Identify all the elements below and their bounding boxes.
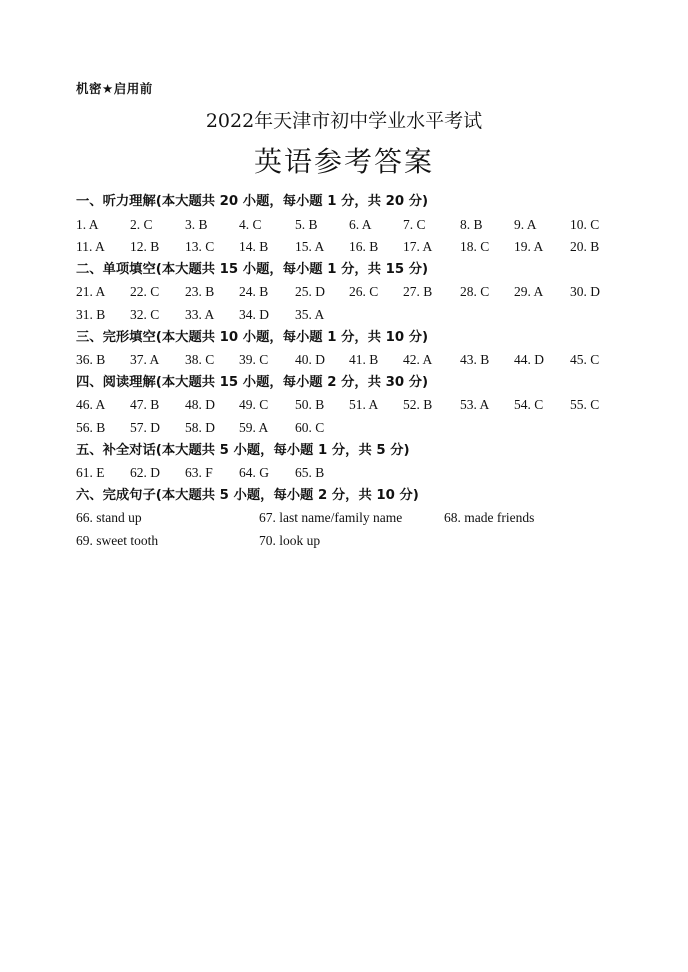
- answer-phrase: sweet tooth: [96, 532, 159, 548]
- answer-item: [295, 349, 325, 372]
- answer-letter: D: [534, 352, 544, 368]
- question-number: 18 .: [460, 239, 480, 254]
- answer-item: [130, 417, 160, 440]
- answer-item: [295, 304, 324, 327]
- question-number: 5 .: [295, 217, 309, 232]
- answer-letter: A: [258, 419, 269, 435]
- answer-phrase: look up: [279, 532, 321, 548]
- question-number: 35 .: [295, 307, 315, 322]
- question-number: 21 .: [76, 284, 96, 299]
- question-number: 52 .: [403, 397, 423, 412]
- answer-letter: B: [198, 216, 208, 232]
- answer-item: [403, 214, 426, 237]
- answer-item: [514, 281, 543, 304]
- question-number: 30 .: [570, 284, 590, 299]
- answer-item: [403, 349, 432, 372]
- section-heading: 一、听力理解(本大题共 20 小题，每小题 1 分，共 20 分): [76, 194, 429, 209]
- answer-letter: C: [252, 216, 262, 232]
- question-number: 26 .: [349, 284, 369, 299]
- answer-row: [76, 462, 616, 485]
- answer-item: [76, 214, 99, 237]
- answer-item: [185, 236, 214, 259]
- answer-letter: C: [259, 352, 269, 368]
- answer-item: [130, 304, 159, 327]
- question-number: 46 .: [76, 397, 96, 412]
- answer-item: [239, 462, 269, 485]
- answer-letter: D: [315, 352, 325, 368]
- answer-letter: D: [259, 306, 269, 322]
- question-number: 15 .: [295, 239, 315, 254]
- question-number: 64 .: [239, 465, 259, 480]
- question-number: 7 .: [403, 217, 417, 232]
- question-number: 67: [259, 510, 273, 526]
- answer-letter: B: [150, 239, 160, 255]
- answer-item: [460, 236, 489, 259]
- question-number: 59 .: [239, 420, 259, 435]
- answer-letter: A: [95, 284, 106, 300]
- answer-item: [570, 349, 599, 372]
- question-number: 14 .: [239, 239, 259, 254]
- answer-item: [570, 236, 599, 259]
- question-number: 70: [259, 532, 273, 548]
- exam-title: 2022年天津市初中学业水平考试: [205, 110, 483, 132]
- answer-item: [76, 394, 105, 417]
- answer-letter: B: [150, 397, 160, 413]
- document-title: 英语参考答案: [253, 145, 434, 178]
- answer-letter: A: [422, 239, 433, 255]
- answer-item: [570, 394, 599, 417]
- section-heading: 四、阅读理解(本大题共 15 小题，每小题 2 分，共 30 分): [76, 374, 429, 390]
- answer-letter: B: [369, 239, 379, 255]
- answer-item: [514, 349, 544, 372]
- answer-letter: G: [259, 465, 269, 481]
- question-number: 57 .: [130, 420, 150, 435]
- answer-item: [570, 281, 600, 304]
- answer-item: [185, 281, 214, 304]
- answer-letter: A: [422, 352, 433, 368]
- answer-item: [460, 349, 489, 372]
- answer-item: [349, 394, 378, 417]
- answer-letter: A: [314, 239, 325, 255]
- answer-item: [185, 349, 214, 372]
- answer-item: [185, 417, 215, 440]
- question-number: 62 .: [130, 465, 150, 480]
- answer-item: [239, 417, 268, 440]
- answer-item: [76, 462, 105, 485]
- answer-letter: A: [95, 239, 105, 255]
- answer-item: [185, 304, 214, 327]
- question-number: 29 .: [514, 284, 534, 299]
- answer-letter: A: [526, 216, 537, 232]
- phrase-answer-row: [76, 507, 616, 530]
- answer-letter: B: [480, 352, 490, 368]
- answer-row: [76, 281, 616, 304]
- answer-item: [570, 214, 599, 237]
- question-number: 43 .: [460, 352, 480, 367]
- question-number: 22 .: [130, 284, 150, 299]
- answer-item: [349, 236, 378, 259]
- question-number: 51 .: [349, 397, 369, 412]
- answer-phrase: last name/family name: [279, 510, 403, 526]
- answer-item: [514, 236, 543, 259]
- answer-letter: C: [480, 284, 490, 300]
- answer-letter: C: [315, 419, 325, 435]
- question-number: 49 .: [239, 397, 259, 412]
- question-number: 68: [444, 510, 458, 526]
- section-heading: 六、完成句子(本大题共 5 小题，每小题 2 分，共 10 分): [76, 487, 419, 503]
- question-number: 11 .: [76, 239, 95, 254]
- question-number: 33 .: [185, 307, 205, 322]
- answer-letter: A: [533, 239, 544, 255]
- section-heading: 三、完形填空(本大题共 10 小题，每小题 1 分，共 10 分): [76, 329, 429, 345]
- answer-letter: A: [204, 306, 215, 322]
- answer-item: [403, 236, 432, 259]
- question-number: 41 .: [349, 352, 369, 367]
- question-number: 6 .: [349, 217, 362, 232]
- answer-item: [295, 462, 324, 485]
- question-number: 60 .: [295, 420, 315, 435]
- answer-row: [76, 349, 616, 372]
- question-number: 58 .: [185, 420, 205, 435]
- answer-letter: B: [205, 284, 215, 300]
- answer-item: [403, 281, 432, 304]
- answer-item: [130, 214, 153, 237]
- answer-item: [295, 417, 324, 440]
- answer-letter: A: [95, 397, 106, 413]
- answer-item: [460, 214, 483, 237]
- section-heading: 二、单项填空(本大题共 15 小题，每小题 1 分，共 15 分): [76, 261, 429, 277]
- answer-letter: B: [590, 239, 600, 255]
- answer-letter: B: [423, 284, 433, 300]
- answer-item: [239, 349, 268, 372]
- confidential-label: 机密★启用前: [76, 81, 153, 96]
- answer-letter: B: [96, 306, 106, 322]
- question-number: 54 .: [514, 397, 534, 412]
- answer-item: [514, 394, 543, 417]
- answer-letter: C: [150, 284, 160, 300]
- answer-letter: A: [533, 284, 544, 300]
- question-number: 25 .: [295, 284, 315, 299]
- question-number: 39 .: [239, 352, 259, 367]
- question-number: 19 .: [514, 239, 534, 254]
- question-number: 4 .: [239, 217, 253, 232]
- answer-phrase: stand up: [96, 510, 142, 526]
- question-number: 12 .: [130, 239, 150, 254]
- answer-item: [76, 417, 105, 440]
- answer-item: [349, 214, 372, 237]
- answer-item: [130, 462, 160, 485]
- answer-item: [185, 462, 213, 485]
- answer-item: [349, 349, 378, 372]
- answer-letter: B: [315, 397, 325, 413]
- answer-item: [130, 236, 159, 259]
- phrase-answer: 70. look up: [259, 532, 321, 548]
- answer-letter: C: [150, 306, 160, 322]
- phrase-answer: 67. last name/family name: [259, 510, 403, 526]
- answer-item: [295, 281, 325, 304]
- answer-item: [185, 214, 208, 237]
- answer-item: [295, 394, 324, 417]
- question-number: 47 .: [130, 397, 150, 412]
- answer-item: [239, 236, 268, 259]
- answer-letter: C: [416, 216, 426, 232]
- answer-letter: C: [205, 239, 215, 255]
- answer-letter: C: [534, 397, 544, 413]
- answer-letter: D: [205, 419, 215, 435]
- answer-item: [295, 236, 324, 259]
- answer-letter: F: [205, 465, 213, 481]
- answer-letter: E: [96, 465, 105, 481]
- question-number: 1 .: [76, 217, 89, 232]
- question-number: 27 .: [403, 284, 423, 299]
- answer-letter: C: [205, 352, 215, 368]
- question-number: 66: [76, 510, 90, 526]
- answer-content: [76, 191, 616, 553]
- answer-item: [76, 236, 105, 259]
- answer-phrase: made friends: [464, 510, 535, 526]
- answer-letter: A: [479, 397, 490, 413]
- answer-row: [76, 214, 616, 237]
- question-number: 9 .: [514, 217, 527, 232]
- answer-letter: D: [590, 284, 600, 300]
- answer-letter: D: [205, 397, 215, 413]
- answer-item: [130, 394, 159, 417]
- question-number: 56 .: [76, 420, 96, 435]
- phrase-answer: 68. made friends: [444, 510, 535, 526]
- answer-item: [460, 281, 489, 304]
- answer-letter: A: [88, 216, 99, 232]
- answer-letter: C: [369, 284, 379, 300]
- question-number: 17 .: [403, 239, 423, 254]
- question-number: 53 .: [460, 397, 480, 412]
- section-heading: 五、补全对话(本大题共 5 小题，每小题 1 分，共 5 分): [76, 442, 410, 458]
- question-number: 48 .: [185, 397, 205, 412]
- question-number: 37 .: [130, 352, 150, 367]
- answer-letter: A: [361, 216, 372, 232]
- phrase-answer: 69. sweet tooth: [76, 532, 159, 548]
- answer-letter: C: [590, 397, 600, 413]
- answer-item: [76, 281, 105, 304]
- question-number: 2 .: [130, 217, 144, 232]
- answer-letter: A: [368, 397, 379, 413]
- question-number: 55 .: [570, 397, 590, 412]
- phrase-answer: 66. stand up: [76, 510, 142, 526]
- answer-item: [349, 281, 378, 304]
- answer-letter: A: [149, 352, 160, 368]
- answer-letter: B: [423, 397, 433, 413]
- question-number: 69: [76, 532, 90, 548]
- answer-item: [130, 281, 159, 304]
- question-number: 36 .: [76, 352, 96, 367]
- answer-row: [76, 304, 616, 327]
- question-number: 10 .: [570, 217, 590, 232]
- question-number: 40 .: [295, 352, 315, 367]
- answer-letter: B: [369, 352, 379, 368]
- answer-row: [76, 236, 616, 259]
- question-number: 63 .: [185, 465, 205, 480]
- question-number: 45 .: [570, 352, 590, 367]
- question-number: 42 .: [403, 352, 423, 367]
- question-number: 3 .: [185, 217, 199, 232]
- question-number: 24 .: [239, 284, 259, 299]
- answer-item: [460, 394, 489, 417]
- answer-letter: D: [150, 419, 160, 435]
- answer-letter: A: [314, 306, 325, 322]
- phrase-answer-row: [76, 530, 616, 553]
- question-number: 8 .: [460, 217, 474, 232]
- answer-item: [239, 304, 269, 327]
- answer-letter: B: [259, 239, 269, 255]
- question-number: 65 .: [295, 465, 315, 480]
- answer-letter: B: [96, 352, 106, 368]
- question-number: 61 .: [76, 465, 96, 480]
- answer-row: [76, 417, 616, 440]
- answer-letter: C: [590, 352, 600, 368]
- question-number: 23 .: [185, 284, 205, 299]
- answer-letter: C: [259, 397, 269, 413]
- question-number: 34 .: [239, 307, 259, 322]
- answer-letter: C: [143, 216, 153, 232]
- answer-letter: B: [308, 216, 318, 232]
- question-number: 44 .: [514, 352, 534, 367]
- answer-letter: D: [150, 465, 160, 481]
- answer-item: [239, 281, 268, 304]
- answer-item: [239, 214, 262, 237]
- answer-item: [185, 394, 215, 417]
- answer-letter: C: [480, 239, 490, 255]
- answer-item: [239, 394, 268, 417]
- question-number: 31 .: [76, 307, 96, 322]
- answer-letter: B: [259, 284, 269, 300]
- answer-item: [514, 214, 537, 237]
- answer-letter: B: [473, 216, 483, 232]
- question-number: 16 .: [349, 239, 369, 254]
- answer-letter: D: [315, 284, 325, 300]
- answer-letter: B: [96, 419, 106, 435]
- answer-item: [130, 349, 159, 372]
- answer-item: [76, 349, 105, 372]
- question-number: 38 .: [185, 352, 205, 367]
- question-number: 20 .: [570, 239, 590, 254]
- answer-letter: B: [315, 465, 325, 481]
- answer-letter: C: [590, 216, 600, 232]
- question-number: 13 .: [185, 239, 205, 254]
- answer-row: [76, 394, 616, 417]
- question-number: 50 .: [295, 397, 315, 412]
- question-number: 28 .: [460, 284, 480, 299]
- answer-item: [76, 304, 105, 327]
- answer-item: [403, 394, 432, 417]
- answer-item: [295, 214, 318, 237]
- question-number: 32 .: [130, 307, 150, 322]
